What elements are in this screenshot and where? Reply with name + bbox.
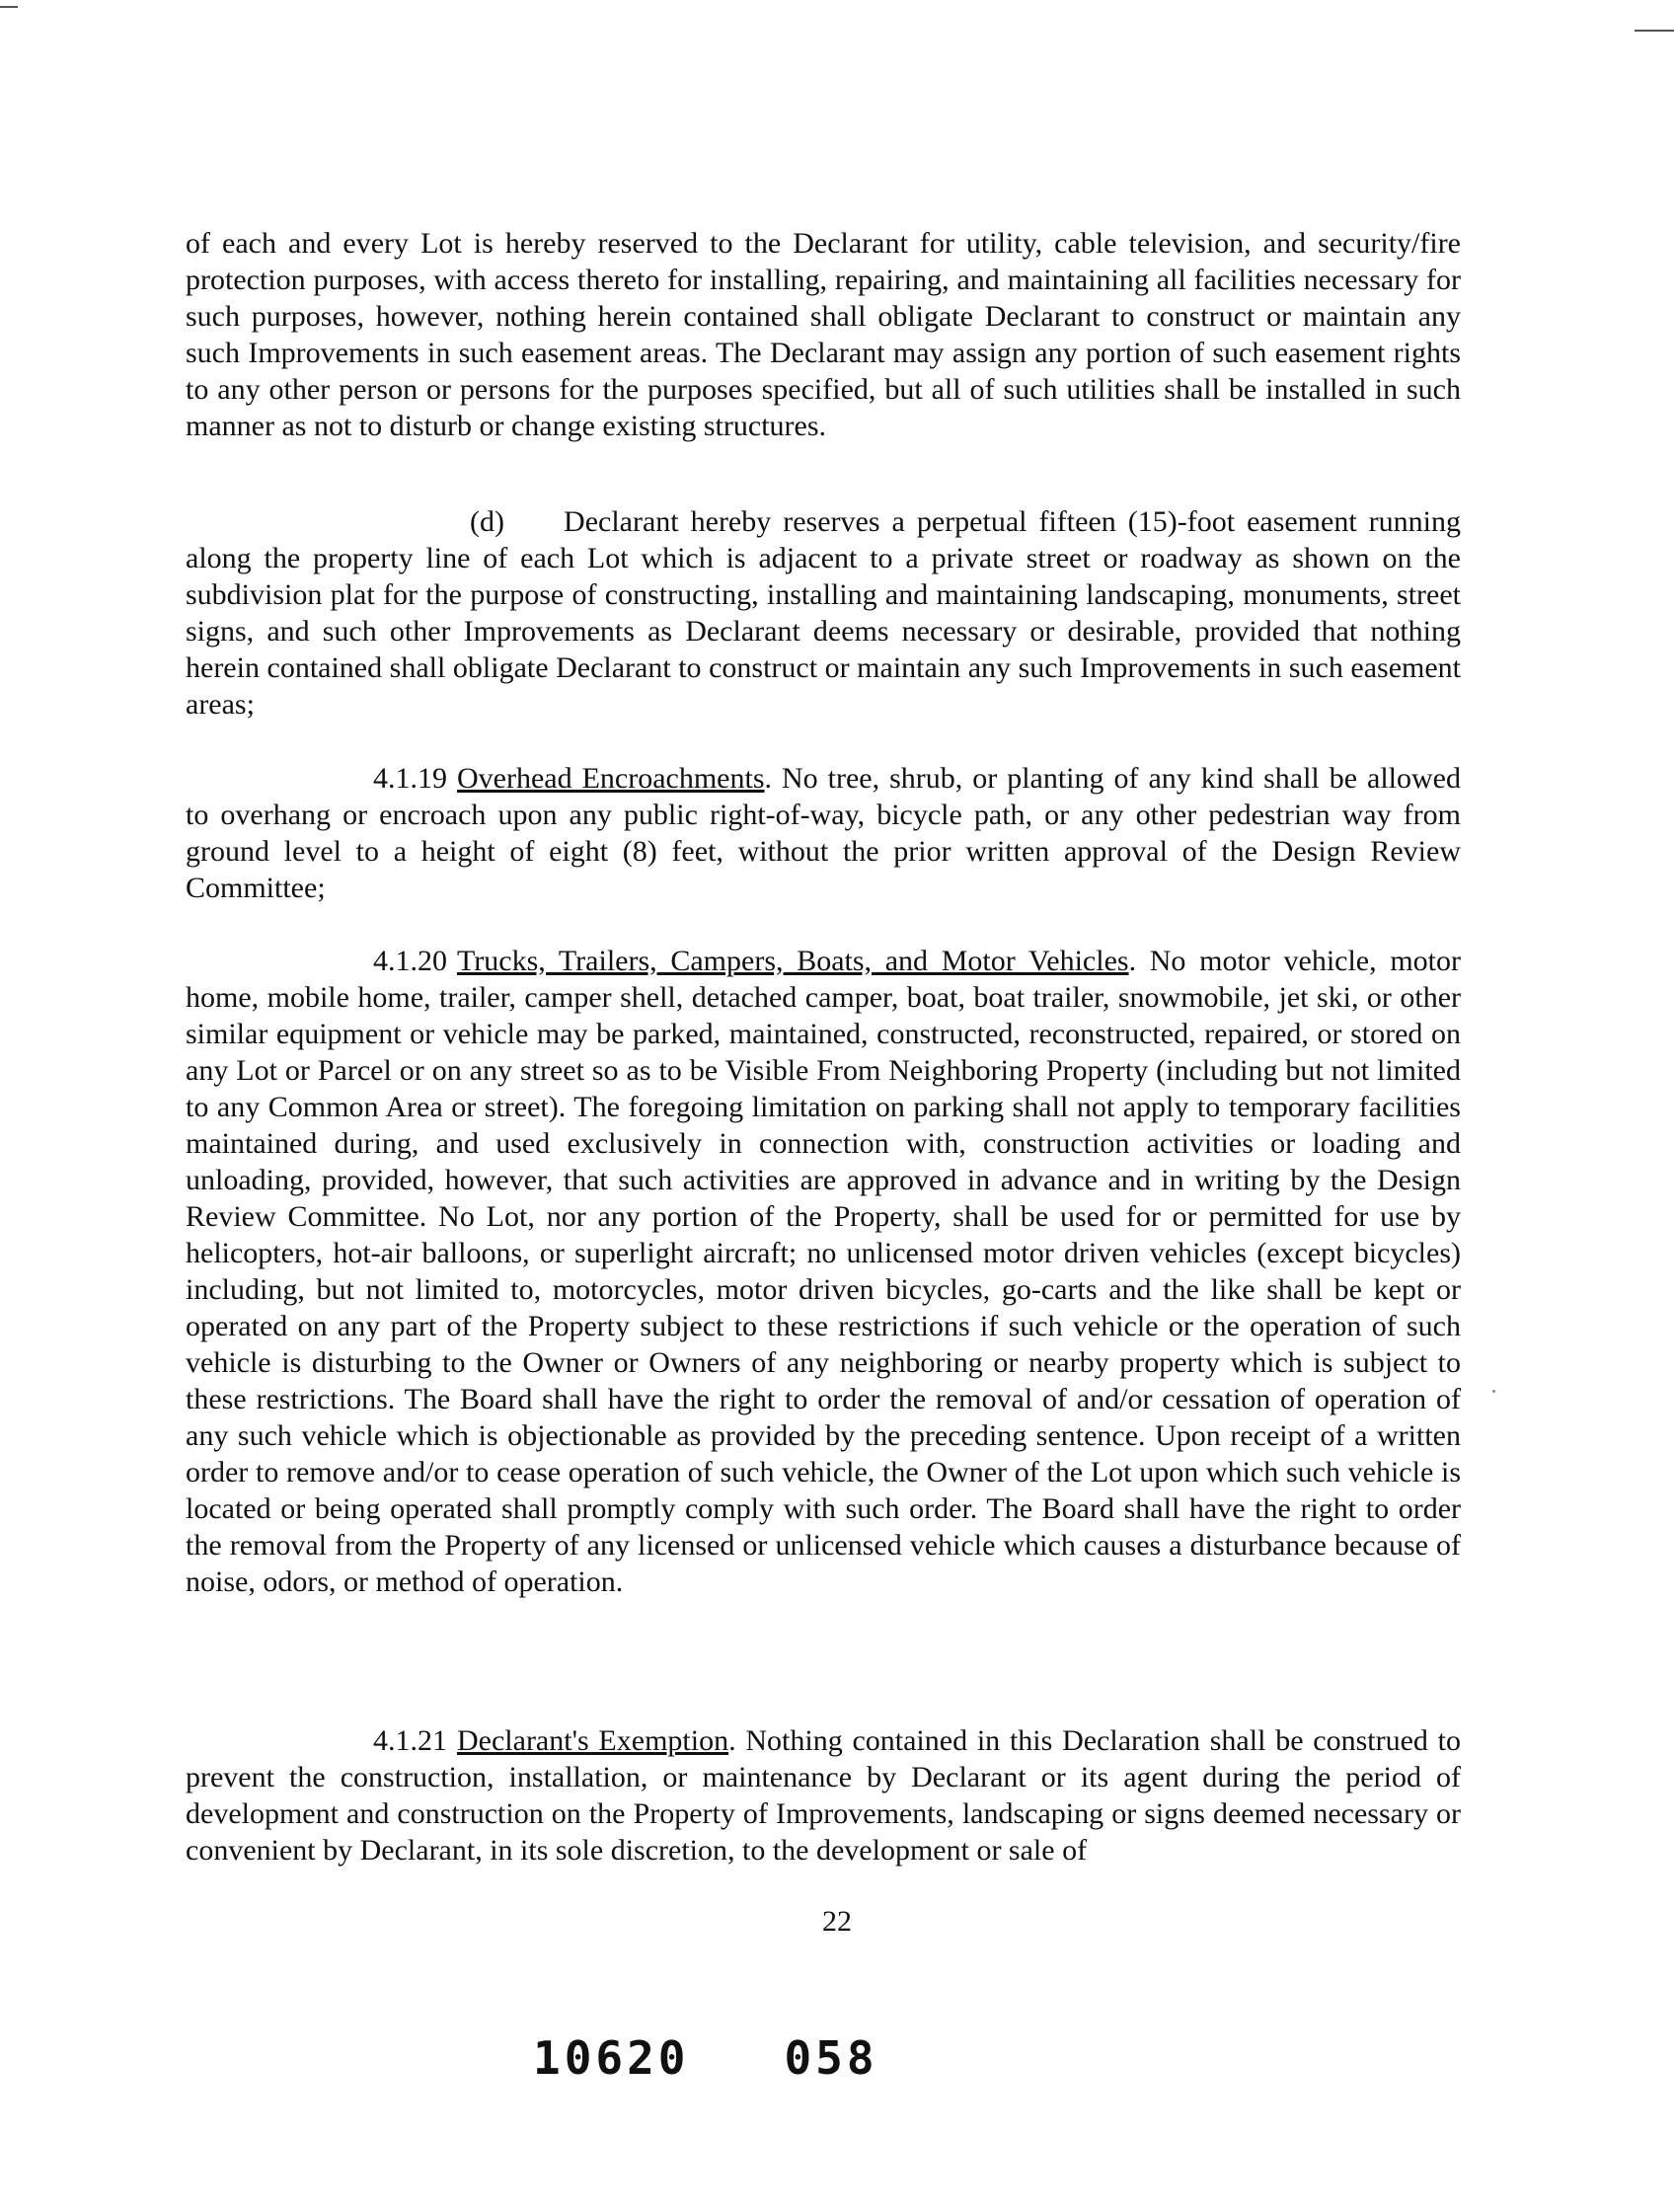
paragraph-easement-continued: of each and every Lot is hereby reserved to the Declarant for utility, cable television, and security/fire protection purposes, with access thereto for installing, repairing, and maintaining all facilities necessary for such purposes, however, nothing herein contained shall obligate Declarant to construct or maintain any such Improvements in such easement areas. The Declarant may assign any portion of such easement rights to any other person or persons for the purposes specified, but all of such utilities shall be installed in such manner as not to disturb or change existing structures. — [186, 227, 1461, 442]
section-heading: Trucks, Trailers, Campers, Boats, and Motor Vehicles — [457, 945, 1129, 977]
recording-book: 10620 — [533, 2031, 690, 2085]
section-text: . No tree, shrub, or planting of any kind shall be allowed to overhang or encroach upon any public right-of-way, bicycle path, or any other pedestrian way from ground level to a height of eight (8) feet, without the prior written approval of the Design Review Committee; — [186, 762, 1461, 904]
section-text: . Nothing contained in this Declaration shall be construed to prevent the construction, installation, or maintenance by Declarant or its agent during the period of development and construction on the Property of Improvements, landscaping or signs deemed necessary or convenient by Declarant, in its sole discretion, to the development or sale of — [186, 1724, 1462, 1867]
paragraph-d — [186, 503, 1461, 723]
recording-page: 058 — [784, 2031, 878, 2085]
section-text: . No motor vehicle, motor home, mobile home, trailer, camper shell, detached camper, boat, boat trailer, snowmobile, jet ski, or other similar equipment or vehicle may be parked, maintained, constructed, reconstructed, repaired, or stored on any Lot or Parcel or on any street so as to be Visible From Neighboring Property (including but not limited to any Common Area or street). The foregoing limitation on parking shall not apply to temporary facilities maintained during, and used exclusively in connection with, construction activities or loading and unloading, provided, however, that such activities are approved in advance and in writing by the Design Review Committee. No Lot, nor any portion of the Property, shall be used for or permitted for use by helicopters, hot-air balloons, or superlight aircraft; no unlicensed motor driven vehicles (except bicycles) including, but not limited to, motorcycles, motor driven bicycles, go-carts and the like shall be kept or operated on any part of the Property subject to these restrictions if such vehicle or the operation of such vehicle is disturbing to the Owner or Owners of any neighboring or nearby property which is subject to these restrictions. The Board shall have the right to order the removal of and/or cessation of operation of any such vehicle which is objectionable as provided by the preceding sentence. Upon receipt of a written order to remove and/or to cease operation of such vehicle, the Owner of the Lot upon which such vehicle is located or being operated shall promptly comply with such order. The Board shall have the right to order the removal from the Property of any licensed or unlicensed vehicle which causes a disturbance because of noise, odors, or method of operation. — [186, 945, 1461, 1598]
section-4-1-21 — [186, 1722, 1461, 1869]
section-number: 4.1.20 — [373, 945, 447, 977]
scan-mark-right — [1635, 30, 1674, 32]
page-number: 22 — [822, 1905, 852, 1938]
section-4-1-20 — [186, 943, 1461, 1600]
section-number: 4.1.19 — [373, 762, 447, 795]
paragraph-d-label: (d) — [470, 505, 504, 538]
scan-mark-left — [0, 6, 18, 8]
recording-stamp — [533, 2031, 878, 2085]
scan-speck — [1492, 1390, 1495, 1393]
section-heading: Overhead Encroachments — [457, 762, 765, 795]
paragraph-d-text: Declarant hereby reserves a perpetual fifteen (15)-foot easement running along the property line of each Lot which is adjacent to a private street or roadway as shown on the subdivision plat for the purpose of constructing, installing and maintaining landscaping, monuments, street signs, and such other Improvements as Declarant deems necessary or desirable, provided that nothing herein contained shall obligate Declarant to construct or maintain any such Improvements in such easement areas; — [186, 505, 1462, 721]
section-4-1-19 — [186, 760, 1461, 906]
section-number: 4.1.21 — [373, 1724, 447, 1757]
section-heading: Declarant's Exemption — [457, 1724, 729, 1757]
